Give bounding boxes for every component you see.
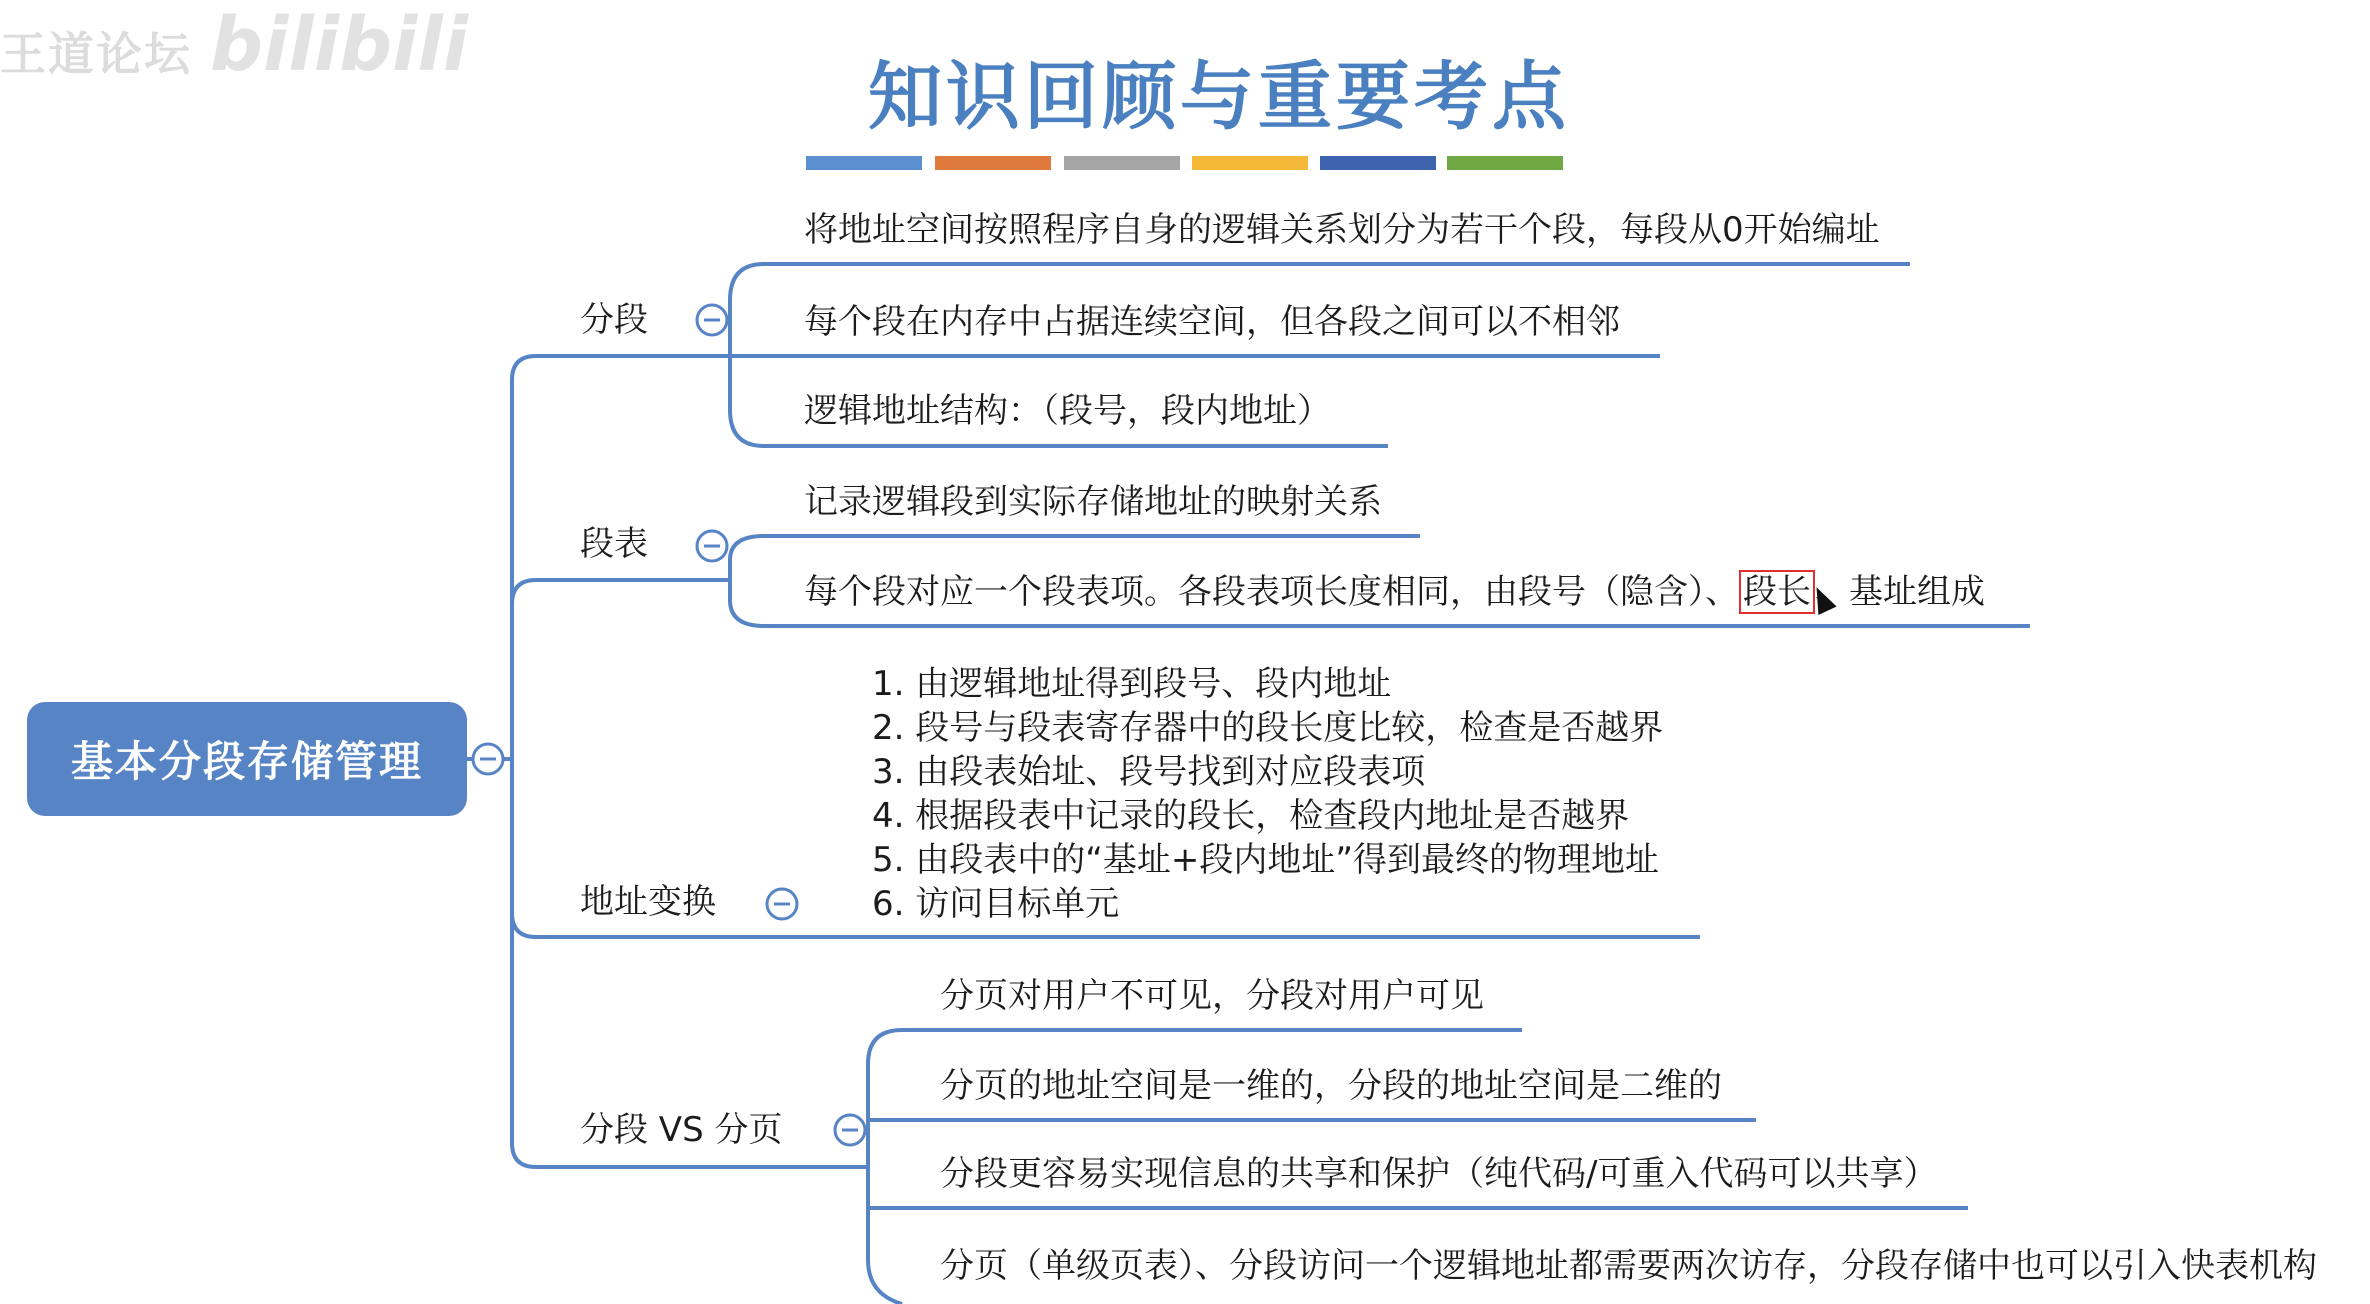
highlight-box: 段长 — [1739, 570, 1815, 614]
root-node[interactable] — [27, 702, 467, 816]
branch-segmentation-label[interactable]: 分段 — [580, 300, 648, 340]
watermark-text: 王道论坛 — [0, 27, 192, 81]
list-item: 分页对用户不可见，分段对用户可见 — [940, 976, 1484, 1016]
list-item: 分页（单级页表）、分段访问一个逻辑地址都需要两次访存，分段存储中也可以引入快表机构 — [940, 1246, 2317, 1286]
list-item: 4. 根据段表中记录的段长，检查段内地址是否越界 — [872, 796, 1630, 836]
branch-seg-vs-page-label[interactable]: 分段 VS 分页 — [580, 1110, 783, 1150]
list-item: 1. 由逻辑地址得到段号、段内地址 — [872, 664, 1392, 704]
list-item: 2. 段号与段表寄存器中的段长度比较，检查是否越界 — [872, 708, 1664, 748]
list-item: 逻辑地址结构：（段号，段内地址） — [804, 391, 1331, 431]
list-item: 分段更容易实现信息的共享和保护（纯代码/可重入代码可以共享） — [940, 1154, 1938, 1194]
list-item: 3. 由段表始址、段号找到对应段表项 — [872, 752, 1426, 792]
list-item: 将地址空间按照程序自身的逻辑关系划分为若干个段，每段从0开始编址 — [804, 210, 1880, 250]
list-item: 记录逻辑段到实际存储地址的映射关系 — [804, 482, 1382, 522]
root-label: 基本分段存储管理 — [70, 737, 423, 786]
page-title: 知识回顾与重要考点 — [868, 54, 1570, 140]
list-item: 每个段在内存中占据连续空间，但各段之间可以不相邻 — [804, 302, 1620, 342]
bilibili-logo: bilibili — [210, 2, 469, 88]
list-item: 分页的地址空间是一维的，分段的地址空间是二维的 — [940, 1066, 1722, 1106]
list-item: 6. 访问目标单元 — [872, 884, 1120, 924]
item-text-after: 、基址组成 — [1815, 572, 1985, 612]
branch-address-translation-label[interactable]: 地址变换 — [580, 882, 716, 922]
branch-segment-table-label[interactable]: 段表 — [580, 524, 648, 564]
item-text-before: 每个段对应一个段表项。各段表项长度相同，由段号（隐含）、 — [804, 572, 1739, 612]
list-item: 5. 由段表中的“基址+段内地址”得到最终的物理地址 — [872, 840, 1659, 880]
